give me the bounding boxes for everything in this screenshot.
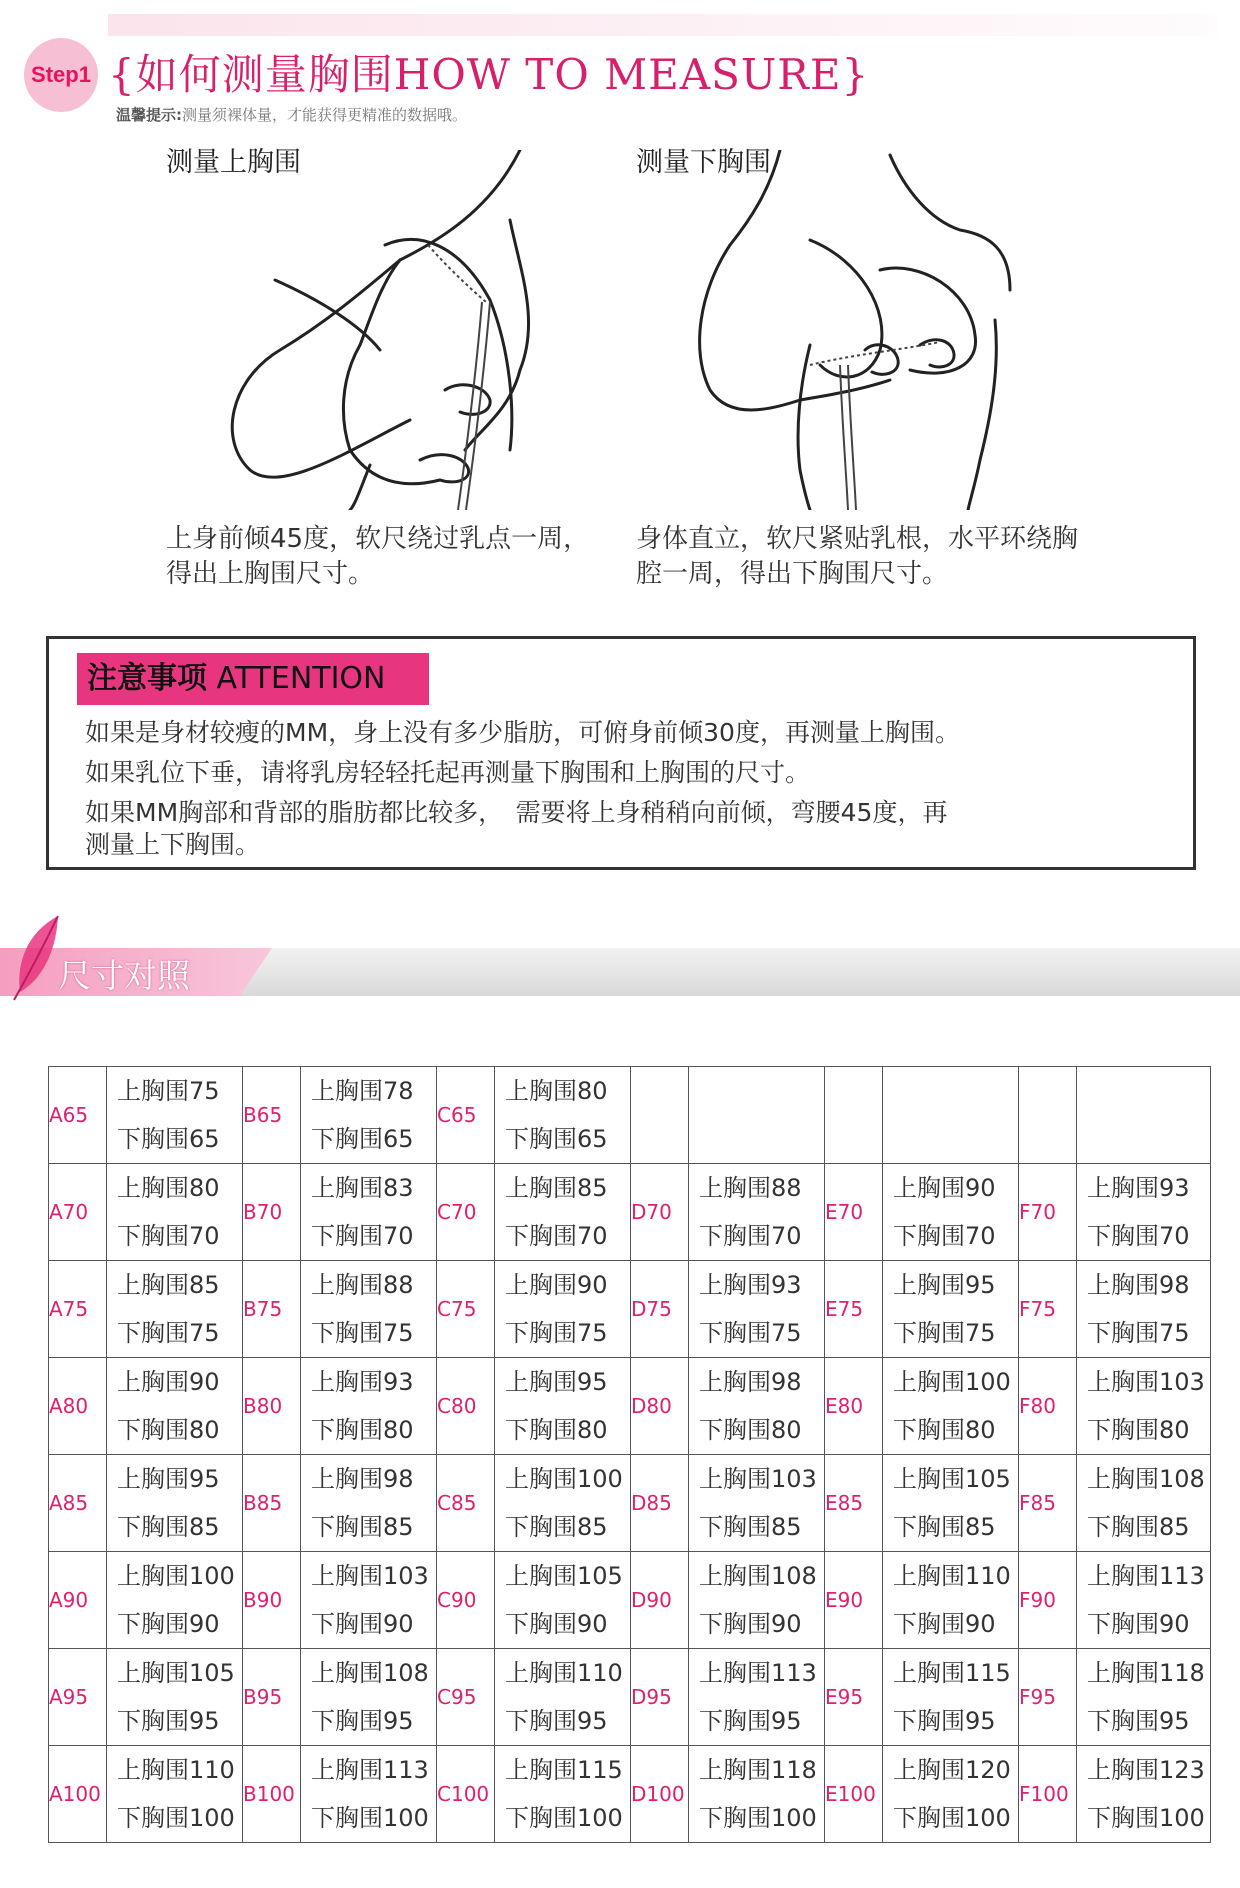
lower-bust-value: 下胸围80 xyxy=(1087,1416,1190,1444)
lower-bust-value: 下胸围90 xyxy=(505,1610,608,1638)
size-row xyxy=(49,1552,1211,1649)
size-values xyxy=(107,1067,243,1164)
upper-bust-value: 上胸围95 xyxy=(505,1368,608,1396)
size-values xyxy=(495,1552,631,1649)
upper-bust-value: 上胸围115 xyxy=(893,1659,1011,1687)
upper-bust-value: 上胸围118 xyxy=(1087,1659,1205,1687)
size-row xyxy=(49,1649,1211,1746)
size-values xyxy=(689,1746,825,1843)
size-values xyxy=(301,1746,437,1843)
size-code: D75 xyxy=(631,1261,689,1358)
lower-bust-value: 下胸围85 xyxy=(1087,1513,1190,1541)
upper-bust-value: 上胸围123 xyxy=(1087,1756,1205,1784)
lower-bust-value: 下胸围70 xyxy=(1087,1222,1190,1250)
upper-bust-value: 上胸围110 xyxy=(893,1562,1011,1590)
lower-bust-value: 下胸围95 xyxy=(117,1707,220,1735)
upper-bust-value: 上胸围100 xyxy=(505,1465,623,1493)
lower-bust-value: 下胸围75 xyxy=(311,1319,414,1347)
size-values xyxy=(107,1358,243,1455)
attention-line: 如果MM胸部和背部的脂肪都比较多， 需要将上身稍稍向前倾，弯腰45度，再 xyxy=(85,798,948,827)
upper-bust-value: 上胸围110 xyxy=(505,1659,623,1687)
figure-upper-label: 测量上胸围 xyxy=(166,147,301,178)
upper-bust-value: 上胸围100 xyxy=(893,1368,1011,1396)
upper-bust-value: 上胸围98 xyxy=(699,1368,802,1396)
size-code: F75 xyxy=(1019,1261,1077,1358)
size-values xyxy=(689,1552,825,1649)
lower-bust-value: 下胸围100 xyxy=(311,1804,429,1832)
size-values xyxy=(301,1261,437,1358)
size-values xyxy=(1077,1164,1211,1261)
lower-bust-value: 下胸围80 xyxy=(699,1416,802,1444)
size-values xyxy=(1077,1649,1211,1746)
size-row xyxy=(49,1067,1211,1164)
size-values xyxy=(1077,1746,1211,1843)
lower-bust-value: 下胸围65 xyxy=(117,1125,220,1153)
size-values xyxy=(883,1649,1019,1746)
size-code: D80 xyxy=(631,1358,689,1455)
upper-bust-value: 上胸围90 xyxy=(893,1174,996,1202)
lower-bust-value: 下胸围100 xyxy=(893,1804,1011,1832)
size-values xyxy=(883,1358,1019,1455)
lower-bust-value: 下胸围90 xyxy=(311,1610,414,1638)
size-values xyxy=(1077,1455,1211,1552)
upper-bust-value: 上胸围88 xyxy=(311,1271,414,1299)
upper-bust-value: 上胸围98 xyxy=(1087,1271,1190,1299)
lower-bust-value: 下胸围85 xyxy=(117,1513,220,1541)
upper-bust-value: 上胸围118 xyxy=(699,1756,817,1784)
upper-bust-value: 上胸围108 xyxy=(699,1562,817,1590)
size-values xyxy=(1077,1358,1211,1455)
attention-line: 如果乳位下垂，请将乳房轻轻托起再测量下胸围和上胸围的尺寸。 xyxy=(85,758,811,787)
size-code: A70 xyxy=(49,1164,107,1261)
lower-bust-value: 下胸围90 xyxy=(1087,1610,1190,1638)
lower-bust-value: 下胸围100 xyxy=(505,1804,623,1832)
lower-bust-value: 下胸围80 xyxy=(117,1416,220,1444)
size-code: C100 xyxy=(437,1746,495,1843)
upper-bust-value: 上胸围90 xyxy=(505,1271,608,1299)
lower-bust-value: 下胸围70 xyxy=(699,1222,802,1250)
size-code: E85 xyxy=(825,1455,883,1552)
size-code: E90 xyxy=(825,1552,883,1649)
size-row xyxy=(49,1261,1211,1358)
size-code: F100 xyxy=(1019,1746,1077,1843)
tip-label: 温馨提示: xyxy=(116,106,182,124)
size-values xyxy=(107,1552,243,1649)
size-values xyxy=(107,1164,243,1261)
lower-bust-value: 下胸围90 xyxy=(893,1610,996,1638)
lower-bust-value: 下胸围95 xyxy=(893,1707,996,1735)
size-values xyxy=(495,1067,631,1164)
attention-heading xyxy=(77,653,429,705)
size-row xyxy=(49,1455,1211,1552)
size-values xyxy=(1077,1261,1211,1358)
header-decor-band xyxy=(108,14,1218,36)
upper-bust-value: 上胸围83 xyxy=(311,1174,414,1202)
size-values xyxy=(689,1358,825,1455)
size-values xyxy=(1077,1067,1211,1164)
size-code: B75 xyxy=(243,1261,301,1358)
upper-bust-value: 上胸围93 xyxy=(311,1368,414,1396)
lower-bust-value: 下胸围90 xyxy=(117,1610,220,1638)
size-code: D95 xyxy=(631,1649,689,1746)
size-row xyxy=(49,1746,1211,1843)
lower-bust-value: 下胸围70 xyxy=(117,1222,220,1250)
upper-bust-value: 上胸围105 xyxy=(505,1562,623,1590)
size-code: C70 xyxy=(437,1164,495,1261)
size-values xyxy=(495,1649,631,1746)
size-values xyxy=(107,1455,243,1552)
attention-box xyxy=(46,636,1196,870)
upper-bust-value: 上胸围88 xyxy=(699,1174,802,1202)
size-values xyxy=(689,1164,825,1261)
size-code: D100 xyxy=(631,1746,689,1843)
size-code: F90 xyxy=(1019,1552,1077,1649)
page-title: {如何测量胸围HOW TO MEASURE} xyxy=(108,50,870,99)
size-values xyxy=(301,1067,437,1164)
size-code xyxy=(825,1067,883,1164)
upper-bust-value: 上胸围95 xyxy=(893,1271,996,1299)
upper-bust-value: 上胸围113 xyxy=(1087,1562,1205,1590)
size-values xyxy=(495,1164,631,1261)
tip-text: 测量须裸体量，才能获得更精准的数据哦。 xyxy=(182,106,468,124)
figure-lower-label: 测量下胸围 xyxy=(636,147,771,178)
size-code: C75 xyxy=(437,1261,495,1358)
upper-bust-value: 上胸围105 xyxy=(117,1659,235,1687)
measurement-tip xyxy=(116,104,467,125)
upper-bust-value: 上胸围80 xyxy=(117,1174,220,1202)
upper-bust-value: 上胸围85 xyxy=(505,1174,608,1202)
upper-bust-value: 上胸围95 xyxy=(117,1465,220,1493)
lower-bust-value: 下胸围85 xyxy=(505,1513,608,1541)
attention-title-zh: 注意事项 xyxy=(87,661,207,696)
upper-bust-value: 上胸围115 xyxy=(505,1756,623,1784)
upper-bust-value: 上胸围93 xyxy=(699,1271,802,1299)
size-values xyxy=(883,1455,1019,1552)
upper-bust-value: 上胸围103 xyxy=(1087,1368,1205,1396)
upper-bust-value: 上胸围80 xyxy=(505,1077,608,1105)
upper-bust-value: 上胸围108 xyxy=(1087,1465,1205,1493)
size-code: C95 xyxy=(437,1649,495,1746)
size-code: D85 xyxy=(631,1455,689,1552)
size-code: D70 xyxy=(631,1164,689,1261)
lower-bust-value: 下胸围100 xyxy=(1087,1804,1205,1832)
size-values xyxy=(689,1649,825,1746)
lower-bust-value: 下胸围85 xyxy=(311,1513,414,1541)
size-code: F85 xyxy=(1019,1455,1077,1552)
size-values xyxy=(301,1164,437,1261)
lower-bust-value: 下胸围85 xyxy=(699,1513,802,1541)
upper-bust-value: 上胸围98 xyxy=(311,1465,414,1493)
lower-bust-value: 下胸围75 xyxy=(505,1319,608,1347)
lower-bust-value: 下胸围70 xyxy=(505,1222,608,1250)
size-code: A75 xyxy=(49,1261,107,1358)
lower-bust-illustration xyxy=(690,150,1050,510)
size-values xyxy=(689,1067,825,1164)
size-values xyxy=(883,1552,1019,1649)
lower-bust-value: 下胸围100 xyxy=(699,1804,817,1832)
size-values xyxy=(495,1455,631,1552)
upper-bust-value: 上胸围75 xyxy=(117,1077,220,1105)
upper-bust-value: 上胸围103 xyxy=(311,1562,429,1590)
size-code: D90 xyxy=(631,1552,689,1649)
figure-upper-caption: 上身前倾45度，软尺绕过乳点一周，得出上胸围尺寸。 xyxy=(166,524,590,589)
size-code: E70 xyxy=(825,1164,883,1261)
upper-bust-value: 上胸围113 xyxy=(311,1756,429,1784)
size-code xyxy=(1019,1067,1077,1164)
size-values xyxy=(883,1164,1019,1261)
lower-bust-value: 下胸围90 xyxy=(699,1610,802,1638)
lower-bust-value: 下胸围85 xyxy=(893,1513,996,1541)
size-code: A100 xyxy=(49,1746,107,1843)
size-code: C90 xyxy=(437,1552,495,1649)
lower-bust-value: 下胸围75 xyxy=(117,1319,220,1347)
upper-bust-value: 上胸围103 xyxy=(699,1465,817,1493)
size-code: F80 xyxy=(1019,1358,1077,1455)
upper-bust-value: 上胸围90 xyxy=(117,1368,220,1396)
lower-bust-value: 下胸围75 xyxy=(893,1319,996,1347)
size-code: F70 xyxy=(1019,1164,1077,1261)
upper-bust-illustration xyxy=(210,150,570,510)
lower-bust-value: 下胸围80 xyxy=(311,1416,414,1444)
attention-line: 如果是身材较瘦的MM，身上没有多少脂肪，可俯身前倾30度，再测量上胸围。 xyxy=(85,718,960,747)
lower-bust-value: 下胸围95 xyxy=(505,1707,608,1735)
size-values xyxy=(495,1746,631,1843)
size-code: C65 xyxy=(437,1067,495,1164)
size-code: A90 xyxy=(49,1552,107,1649)
size-row xyxy=(49,1358,1211,1455)
size-values xyxy=(495,1358,631,1455)
size-values xyxy=(301,1358,437,1455)
upper-bust-value: 上胸围113 xyxy=(699,1659,817,1687)
lower-bust-value: 下胸围75 xyxy=(699,1319,802,1347)
size-values xyxy=(301,1455,437,1552)
size-code: B100 xyxy=(243,1746,301,1843)
size-code: C85 xyxy=(437,1455,495,1552)
size-chart-table xyxy=(48,1066,1211,1843)
lower-bust-value: 下胸围95 xyxy=(699,1707,802,1735)
size-code: B90 xyxy=(243,1552,301,1649)
size-values xyxy=(107,1746,243,1843)
upper-bust-value: 上胸围100 xyxy=(117,1562,235,1590)
upper-bust-value: 上胸围108 xyxy=(311,1659,429,1687)
lower-bust-value: 下胸围95 xyxy=(311,1707,414,1735)
size-code: C80 xyxy=(437,1358,495,1455)
size-code: B85 xyxy=(243,1455,301,1552)
size-row xyxy=(49,1164,1211,1261)
size-values xyxy=(495,1261,631,1358)
size-code: A85 xyxy=(49,1455,107,1552)
size-values xyxy=(301,1649,437,1746)
size-code: F95 xyxy=(1019,1649,1077,1746)
size-section-title: 尺寸对照 xyxy=(58,956,190,995)
size-values xyxy=(107,1649,243,1746)
size-code: E95 xyxy=(825,1649,883,1746)
size-code: B80 xyxy=(243,1358,301,1455)
size-code: A80 xyxy=(49,1358,107,1455)
size-code: E100 xyxy=(825,1746,883,1843)
figure-lower-caption: 身体直立，软尺紧贴乳根，水平环绕胸腔一周，得出下胸围尺寸。 xyxy=(636,524,1079,589)
upper-bust-value: 上胸围110 xyxy=(117,1756,235,1784)
size-code: B65 xyxy=(243,1067,301,1164)
attention-title-en: ATTENTION xyxy=(216,661,386,696)
step-badge: Step1 xyxy=(24,38,98,112)
size-values xyxy=(301,1552,437,1649)
upper-bust-value: 上胸围78 xyxy=(311,1077,414,1105)
size-code: A95 xyxy=(49,1649,107,1746)
lower-bust-value: 下胸围95 xyxy=(1087,1707,1190,1735)
lower-bust-value: 下胸围65 xyxy=(505,1125,608,1153)
size-values xyxy=(689,1455,825,1552)
size-code: E75 xyxy=(825,1261,883,1358)
lower-bust-value: 下胸围70 xyxy=(311,1222,414,1250)
size-values xyxy=(107,1261,243,1358)
size-values xyxy=(883,1261,1019,1358)
lower-bust-value: 下胸围100 xyxy=(117,1804,235,1832)
attention-line: 测量上下胸围。 xyxy=(85,830,261,859)
size-code xyxy=(631,1067,689,1164)
size-code: B95 xyxy=(243,1649,301,1746)
upper-bust-value: 上胸围85 xyxy=(117,1271,220,1299)
size-values xyxy=(883,1746,1019,1843)
lower-bust-value: 下胸围80 xyxy=(893,1416,996,1444)
upper-bust-value: 上胸围93 xyxy=(1087,1174,1190,1202)
lower-bust-value: 下胸围80 xyxy=(505,1416,608,1444)
size-code: B70 xyxy=(243,1164,301,1261)
size-code: A65 xyxy=(49,1067,107,1164)
size-values xyxy=(1077,1552,1211,1649)
lower-bust-value: 下胸围70 xyxy=(893,1222,996,1250)
upper-bust-value: 上胸围105 xyxy=(893,1465,1011,1493)
size-code: E80 xyxy=(825,1358,883,1455)
size-values xyxy=(883,1067,1019,1164)
upper-bust-value: 上胸围120 xyxy=(893,1756,1011,1784)
lower-bust-value: 下胸围65 xyxy=(311,1125,414,1153)
lower-bust-value: 下胸围75 xyxy=(1087,1319,1190,1347)
size-values xyxy=(689,1261,825,1358)
